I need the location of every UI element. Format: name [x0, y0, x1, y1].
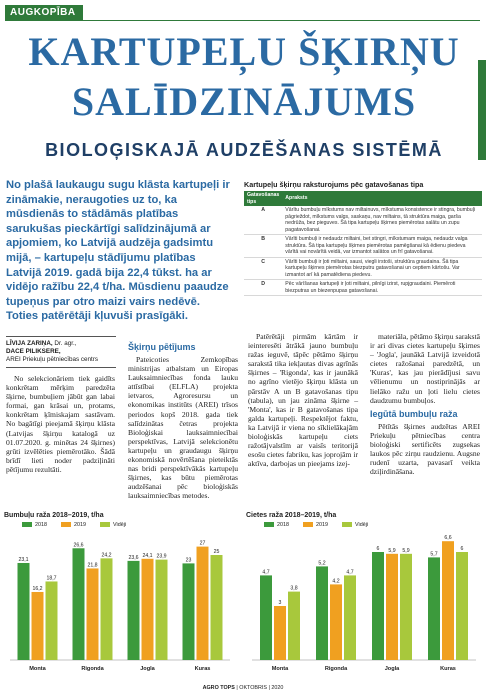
data-label: 24,1 [142, 552, 153, 559]
bar [400, 554, 412, 660]
bar [142, 559, 154, 660]
table-row [244, 257, 482, 280]
data-label: 23,6 [128, 554, 139, 561]
author-2-name: DACE PILIKSERE, [6, 348, 61, 355]
data-label: 23,1 [18, 556, 29, 563]
table-cell-type: B [244, 235, 282, 258]
data-label: 25 [213, 549, 220, 555]
bar [442, 541, 454, 660]
footer-separator: | [234, 685, 240, 691]
column-1-text: No selekcionāriem tiek gaidīts konkrētam mērķim paredzēta šķirne, bumbuļiem jābūt gan labai formai, gan krāsai un, protams, konkrētam ķīmiskajam sastāvam. No bagātīgi pieejamā šķirņu klāsta (Latvijas šķirņu katalogā uz 01.07.2020. g. minētas 24 šķirnes) grūti izvēlēties piemērotāko. Šādā brīdī lieti noder padziļināti pētījumu rezultāti. [6, 374, 115, 474]
title-line-1: KARTUPEĻU ŠĶIRŅU [28, 29, 460, 74]
category-label: Monta [29, 666, 46, 672]
bar [211, 555, 223, 660]
author-affiliation: AREI Priekuļu pētniecības centrs [6, 356, 116, 368]
bar [316, 566, 328, 660]
authors-block [6, 336, 116, 368]
category-label: Jogla [140, 666, 155, 672]
bar [260, 575, 272, 660]
bar [183, 563, 195, 660]
page-footer [0, 685, 486, 691]
footer-issue: OKTOBRIS | 2020 [239, 685, 284, 691]
chart-title: Bumbuļu raža 2018–2019, t/ha [4, 512, 104, 519]
section-heading-study: Šķirņu pētījums [128, 342, 196, 352]
subtitle: BIOLOĢISKAJĀ AUDZĒŠANAS SISTĒMĀ [45, 140, 443, 160]
chart-title: Cietes raža 2018–2019, t/ha [246, 512, 337, 519]
table-row [244, 235, 482, 258]
bar [46, 581, 58, 660]
table-cell-type: D [244, 280, 282, 296]
category-label: Rigonda [81, 666, 104, 672]
data-label: 5,9 [388, 547, 396, 554]
chart-plot [246, 528, 482, 678]
bar [197, 547, 209, 660]
data-label: 16,2 [32, 585, 43, 592]
bar [128, 561, 140, 660]
title-line-2: SALĪDZINĀJUMS [71, 79, 417, 124]
footer-brand: AGRO TOPS [202, 685, 235, 691]
data-label: 6 [460, 546, 464, 552]
category-label: Monta [271, 666, 289, 672]
data-label: 3 [278, 600, 282, 606]
rubric-label: AUGKOPĪBA [5, 5, 83, 20]
data-label: 4,2 [332, 578, 340, 585]
data-label: 26,6 [73, 542, 84, 549]
column-4 [370, 332, 480, 476]
legend-label: 2018 [35, 522, 47, 528]
category-label: Rigonda [324, 666, 348, 672]
bar [156, 560, 168, 660]
bar [274, 606, 286, 660]
category-label: Kuras [194, 666, 211, 672]
bar [428, 557, 440, 660]
category-label: Jogla [384, 666, 400, 672]
data-label: 4,7 [262, 569, 270, 576]
bar [32, 592, 44, 660]
data-label: 23 [185, 557, 192, 564]
data-label: 3,8 [290, 585, 298, 592]
legend-label: 2018 [277, 522, 289, 528]
bar [344, 575, 356, 660]
table-row [244, 280, 482, 296]
legend-label: Vidēji [113, 522, 127, 528]
table-cell-desc: Vārīti bumbuļi ir ļoti miltaini, sausi, viegli irstoši, struktūra graudaina. Šā tipa kartupeļu šķirnes piemērotas biezputru gatavošanai un ceptiem kārtošu. Var izmantot arī kā pamatēdiena piedevu. [282, 257, 482, 280]
data-label: 18,7 [46, 575, 57, 582]
data-label: 6,6 [444, 535, 452, 542]
author-1-name: LĪVIJA ZARIŅA, [6, 340, 53, 347]
lead-paragraph: No plašā laukaugu sugu klāsta kartupeļi ir zināmakie, neraugoties uz to, ka mūsdienās to stādāmās platības sarukušas pieckārtīgi salīdzinājumā ar apjomiem, ko Latvijā audzēja gadsimtu mijā, – kartupeļu stādījumu platības Latvijā 2019. gadā bija 22,4 tūkst. ha ar vidējo ražību 22,4 t/ha. Mūsdienu paaudze tupeņus par otro maizi vairs nedēvē. Toties patērētāji kļuvuši prasīgāki. [6, 179, 230, 323]
table-box [244, 180, 482, 296]
column-3-text: Patērētāji pirmām kārtām ir ieinteresēti ātrākā jauno bumbuļu ražas ieguvē, tāpēc pētāmo šķirņu sarakstā tika iekļautas divas agrīnās šķirnes – 'Rigonda', kas ir jaunākā no agrīno vietējo šķirņu klāsta un pārstāv A un B gatavošanas tipu (tabula), un jau zināma šķirne – 'Monta', kas ir B gatavošanas tipa galda kartupeļi. Respektējot faktu, ka Latvijā ir viena no sīklielākajām bioloģiskās kartupeļu ciets ražotājvalstīm ar vaisīs teritorijā esošu cietes fabriku, kas joprojām ir aktīva, darbojas un pieejams izej- [248, 332, 358, 469]
column-4-text-2: Pētītās šķirnes audzētas AREI Priekuļu pētniecības centra bioloģiski sertificēts zugsekas laukos pēc zirņu raudzienu. Augsne rudenī uzarta, pavasarī veikta dziļirdināšana. [370, 421, 480, 477]
data-label: 21,8 [87, 562, 98, 569]
column-2-text: Pateicoties Zemkopības ministrijas atbalstam un Eiropas Lauksaimniecības fonda lauku attīstībai (ELFLA) projekta ietvaros, Agroresursu un ekonomikas institūts (AREI) trīsos periodos kopš 2018. gada tiek salīdzinātas četras projekta Bioloģiskai lauksaimniecībai perspektīvas, Latvijā selekcionētu kartupeļu un graudaugu šķirņu ekonomiskā novērtēšana pieteiktās nas bridi perspektīvākās kartupeļu šķirnes, kas būtu piemērotas audzēšanai pēc bioloģiskās lauksaimniecības metodes. [128, 355, 238, 501]
data-label: 6 [376, 546, 380, 552]
rubric-rule [5, 20, 480, 21]
author-1-title: Dr. agr., [52, 340, 77, 347]
table-cell-type: C [244, 257, 282, 280]
data-label: 5,9 [402, 547, 410, 554]
data-label: 4,7 [346, 569, 354, 576]
bar [456, 552, 468, 660]
chart-tuber-yield [4, 512, 236, 683]
table-caption: Kartupeļu šķirņu raksturojums pēc gatavošanas tipa [244, 180, 424, 189]
category-label: Kuras [440, 666, 456, 672]
table-cell-desc: Vārīti bumbuļi ir nedaudz miltaini, bet stingri, mīkstumam maiga, nedaudz valga struktūra. Šā tipa kartupeļu šķirnes piemērotas pamēgšanai kā ēdienu piedeva vārītā vai novārītā veidā, var izmantot salātos un frī gatavošanai. [282, 235, 482, 258]
side-stripe [478, 60, 486, 160]
bar [386, 554, 398, 660]
bar [372, 552, 384, 660]
bar [101, 558, 113, 660]
data-label: 24,2 [101, 552, 112, 559]
characteristics-table [244, 191, 482, 296]
bar [330, 584, 342, 660]
table-cell-desc: Pēc vārīšanas kartupeļi ir ļoti miltaini, pilnīgi izirst, rupjgraudaini. Piemēroti biezputras un biezenpupas gatavošanai. [282, 280, 482, 296]
legend-label: 2019 [316, 522, 328, 528]
bar [18, 563, 30, 660]
data-label: 27 [199, 540, 206, 547]
table-row [244, 206, 482, 235]
column-2 [128, 342, 238, 501]
section-heading-yield: Iegūtā bumbuļu raža [370, 408, 458, 419]
legend-label: 2019 [74, 522, 86, 528]
data-label: 5,2 [318, 560, 326, 567]
data-label: 5,7 [430, 551, 438, 558]
chart-plot [4, 528, 236, 678]
data-label: 23,9 [156, 553, 167, 560]
column-4-text: materiāla, pētāmo šķirņu sarakstā ir ari divas cietes kartupeļu šķirnes – 'Jogla', jaunākā Latvijā izveidotā cietes ražošanai paredzētā, un 'Kuras', kas jau pierādījusi savu vēlienumu un nostiprinājās ar lielāko ražu un ļoti lielu cietes daudzumu bumbuļos. [370, 332, 480, 405]
table-header-type: Gatavošanas tips [244, 191, 282, 206]
table-cell-desc: Vārītu bumbuļu mīkstums nav miltainuvs, mīkstuma konsistence ir stingra, bumbuļi pāgrieždot, mīkstums valgs, saskaņu, nav miltains, tā struktūra maiga, garša nedrūža, bez pieguves. Šā tipa kartupeļu šķirnes piemērotas salātu un zupu pagatavošanai. [282, 206, 482, 235]
column-1 [6, 374, 115, 474]
bar [288, 592, 300, 660]
column-3 [248, 332, 358, 468]
bar [87, 568, 99, 660]
chart-starch-yield [246, 512, 482, 683]
bar [73, 548, 85, 660]
table-header-desc: Apraksts [282, 191, 482, 206]
legend-label: Vidēji [355, 522, 369, 528]
table-cell-type: A [244, 206, 282, 235]
